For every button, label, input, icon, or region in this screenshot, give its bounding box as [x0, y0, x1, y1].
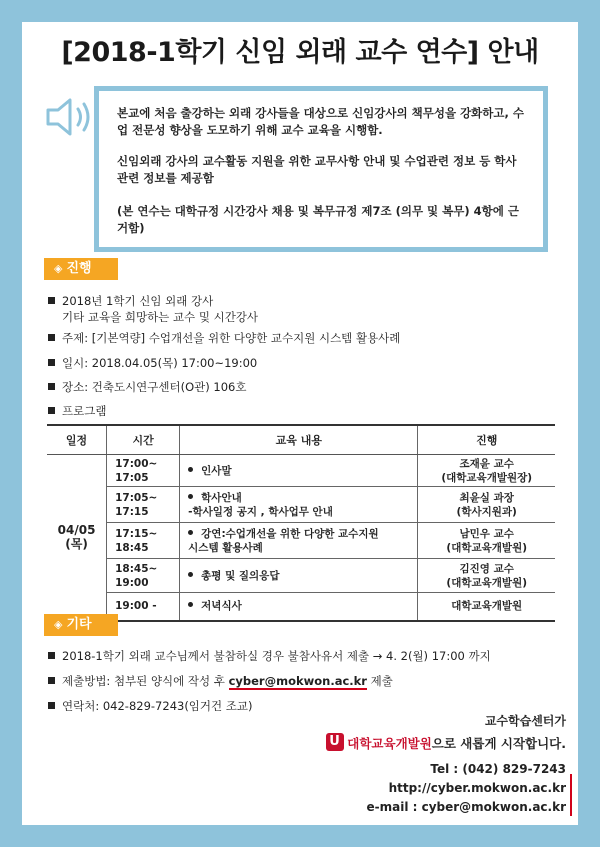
lead-cell: [418, 487, 555, 523]
content-line-1: 강연:수업개선을 위한 다양한 교수지원: [201, 527, 379, 540]
target-line-1: 2018년 1학기 신임 외래 강사: [62, 294, 214, 308]
bullet-dot-icon: [188, 602, 193, 607]
lead-affiliation: (학사지원과): [456, 505, 517, 518]
square-bullet-icon: [48, 359, 55, 366]
time-cell: [107, 523, 180, 559]
footer-line-2: [326, 733, 566, 752]
content-line-1: 총평 및 질의응답: [201, 569, 280, 582]
intro-box: [94, 86, 548, 252]
datetime-text: 일시: 2018.04.05(목) 17:00~19:00: [62, 356, 258, 370]
time-cell: [107, 559, 180, 593]
square-bullet-icon: [48, 652, 55, 659]
submit-suffix: 제출: [370, 674, 393, 688]
square-bullet-icon: [48, 677, 55, 684]
content-cell: [180, 523, 418, 559]
lead-cell: [418, 593, 555, 621]
time-start: 17:00~: [115, 457, 158, 470]
notice-paper: [22, 22, 578, 825]
lead-affiliation: (대학교육개발원): [446, 576, 528, 589]
contact-bullet: [48, 698, 253, 714]
time-start: 18:45~: [115, 562, 158, 575]
table-row: [47, 523, 555, 559]
header-time: 시간: [107, 425, 180, 455]
date-line-1: 04/05: [57, 523, 96, 538]
table-row: [47, 593, 555, 621]
lead-name: 대학교육개발원: [451, 600, 523, 613]
bullet-dot-icon: [188, 467, 193, 472]
section-label-misc: [44, 614, 118, 636]
content-cell: [180, 593, 418, 621]
submit-bullet: [48, 673, 393, 689]
square-bullet-icon: [48, 702, 55, 709]
program-text: 프로그램: [62, 404, 107, 418]
time-end: 17:05: [115, 471, 149, 484]
time-start: 17:05~: [115, 491, 158, 504]
lead-cell: [418, 523, 555, 559]
intro-paragraph-2: 신임외래 강사의 교수활동 지원을 위한 교무사항 안내 및 수업관련 정보 등 학사 관련 정보를 제공함: [117, 154, 517, 185]
square-bullet-icon: [48, 297, 55, 304]
time-end: 19:00: [115, 576, 149, 589]
content-line-2: -학사일정 공지 , 학사업무 안내: [188, 505, 333, 518]
absence-bullet: [48, 648, 491, 664]
section-label-text: 기타: [66, 617, 92, 632]
intro-paragraph-3: (본 연수는 대학규정 시간강사 채용 및 복무규정 제7조 (의무 및 복무) 4항에 근거함): [117, 204, 519, 235]
footer-tel: Tel : (042) 829-7243: [430, 762, 566, 776]
content-line-2: 시스템 활용사례: [188, 541, 263, 554]
lead-cell: [418, 455, 555, 487]
contact-text: 연락처: 042-829-7243(임거건 조교): [62, 699, 253, 713]
diamond-icon: ◈: [54, 262, 63, 275]
date-cell: [47, 455, 107, 621]
content-cell: [180, 559, 418, 593]
time-end: 17:15: [115, 505, 149, 518]
program-bullet: [48, 403, 106, 419]
content-line-1: 인사말: [201, 464, 232, 477]
page-title: [2018-1학기 신임 외래 교수 연수] 안내: [61, 37, 539, 68]
diamond-icon: ◈: [54, 618, 63, 631]
square-bullet-icon: [48, 383, 55, 390]
absence-text: 2018-1학기 외래 교수님께서 불참하실 경우 불참사유서 제출 → 4. 2(월) 17:00 까지: [62, 649, 491, 663]
lead-name: 김진영 교수: [459, 562, 514, 575]
footer-line-2-suffix: 으로 새롭게 시작합니다.: [431, 736, 566, 751]
content-cell: [180, 455, 418, 487]
section-label-progress: [44, 258, 118, 280]
topic-bullet: [48, 330, 400, 346]
header-date: 일정: [47, 425, 107, 455]
table-row: [47, 559, 555, 593]
time-end: 18:45: [115, 541, 149, 554]
bullet-dot-icon: [188, 530, 193, 535]
submit-prefix: 제출방법: 첨부된 양식에 작성 후: [62, 674, 225, 688]
lead-name: 조재윤 교수: [459, 457, 514, 470]
datetime-bullet: [48, 355, 257, 371]
footer-line-1: 교수학습센터가: [484, 714, 566, 728]
place-text: 장소: 건축도시연구센터(O관) 106호: [62, 380, 247, 394]
footer-org: 대학교육개발원: [347, 736, 432, 751]
content-cell: [180, 487, 418, 523]
time-start: 17:15~: [115, 527, 158, 540]
speaker-icon: [42, 92, 98, 142]
target-bullet: [48, 293, 258, 325]
footer-web[interactable]: http://cyber.mokwon.ac.kr: [388, 781, 566, 795]
square-bullet-icon: [48, 407, 55, 414]
time-start: 19:00 -: [115, 600, 157, 613]
lead-affiliation: (대학교육개발원): [446, 541, 528, 554]
submit-email-link[interactable]: cyber@mokwon.ac.kr: [228, 674, 367, 688]
lead-affiliation: (대학교육개발원장): [441, 471, 533, 484]
footer-email[interactable]: e-mail : cyber@mokwon.ac.kr: [366, 800, 566, 814]
header-lead: 진행: [418, 425, 555, 455]
footer-red-bar: [570, 774, 572, 816]
time-cell: [107, 487, 180, 523]
program-table: [47, 424, 555, 622]
content-line-1: 학사안내: [201, 491, 242, 504]
lead-name: 최윤실 과장: [459, 491, 514, 504]
square-bullet-icon: [48, 334, 55, 341]
lead-cell: [418, 559, 555, 593]
university-logo-icon: [326, 733, 344, 751]
content-line-1: 저녁식사: [201, 600, 242, 613]
bullet-dot-icon: [188, 494, 193, 499]
bullet-dot-icon: [188, 572, 193, 577]
place-bullet: [48, 379, 246, 395]
header-content: 교육 내용: [180, 425, 418, 455]
table-row: [47, 455, 555, 487]
section-label-text: 진행: [66, 261, 92, 276]
target-line-2: 기타 교육을 희망하는 교수 및 시간강사: [62, 310, 259, 324]
intro-paragraph-1: 본교에 처음 출강하는 외래 강사들을 대상으로 신임강사의 책무성을 강화하고, 수업 전문성 향상을 도모하기 위해 교수 교육을 시행함.: [117, 106, 524, 137]
date-line-2: (목): [65, 537, 88, 552]
topic-text: 주제: [기본역량] 수업개선을 위한 다양한 교수지원 시스템 활용사례: [62, 331, 401, 345]
time-cell: [107, 455, 180, 487]
table-row: [47, 487, 555, 523]
lead-name: 남민우 교수: [459, 527, 514, 540]
